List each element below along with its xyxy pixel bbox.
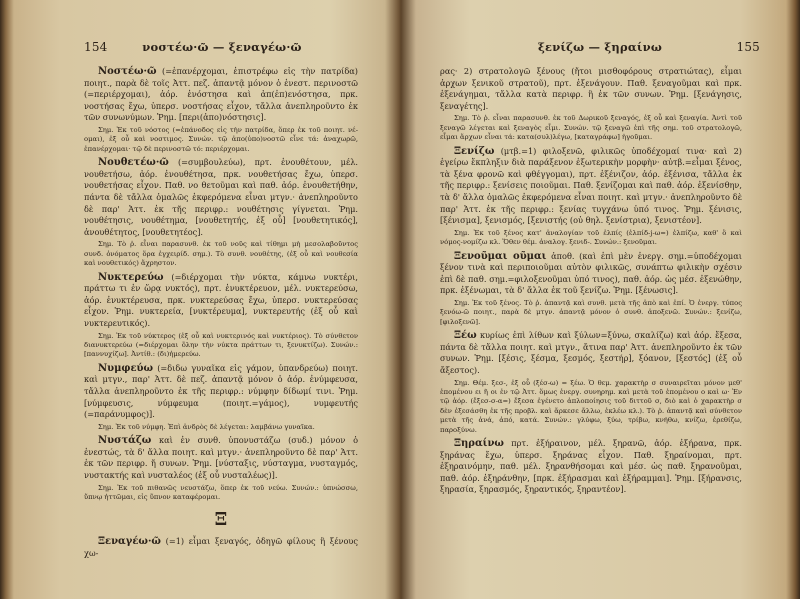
entry-text: ἀποθ. (καὶ ἐπὶ μὲν ἐνεργ. σημ.=ὑποδέχομαι ξένον τινὰ καὶ περιποιοῦμαι αὐτὸν φιλικῶς, συνάπτω φιλικὴν σχέσιν ἐπὶ δὲ παθ. σημ.=φιλοξενοῦμαι ὑπό τινος), παθ. ἀόρ. ὡς μέσ. ἐξενώθην, πρκ. ἐξένωμαι, τὰ δ' ἄλλα ἐκ τοῦ ξενίζω. Ῥημ. [ξένωσις]. <box>440 250 742 296</box>
entry-text: κυρίως ἐπὶ λίθων καὶ ξύλων=ξύνω, σκαλίζω) καὶ ἀόρ. ἔξεσα, πάντα δὲ τἄλλα ποιητ. καὶ μτγν., ἄτινα παρ' Ἀττ. ἀνεπληροῦντο ἐκ τῶν συνων. Ῥημ. [ξέσις, ξέσμα, ξεσμός, ξεστήρ], ξόανον, [ξεστός] (ἐξ οὗ ἄξεστος). <box>440 330 742 375</box>
entry-note <box>84 126 358 154</box>
entry-note <box>440 229 742 248</box>
headword: Ξέω <box>454 330 477 342</box>
entry-continuation <box>440 66 742 112</box>
dictionary-entry <box>84 363 358 421</box>
entry-text: Σημ. Θέμ. ξεσ-, ἐξ οὗ (ξέσ-ω) = ξέω. Ὁ θεμ. χαρακτὴρ σ συναιρεῖται μόνον μεθ' ἑπομένου ει ἢ οι ἐν τῷ Ἀττ. ὅμως ἐνεργ. συνηρημ. καὶ μετὰ τοῦ ἑπομένου ο καὶ ω· Ἐν τῷ ἀόρ. (ἔξεσ-σ-α=) ἔξεσα ἐγένετο ἀπλοποίησις τοῦ διττοῦ σ, διὸ καὶ ὁ χαρακτὴρ σ δὲν ἐξεσάσθη ἐκ τῆς προβλ. καὶ ἄρκεσε ἄλλω, ἐκλέω κλ.). Τὸ ῥ. ἀπαντᾷ καὶ σύνθετον μετὰ τῆς ἀνά, ἀπό, κατά. Συνών.: γλύφω, ξύω, τρίβω, κνήθω, κνίζω, ἐρεθίζω, παροξύνω. <box>440 378 742 434</box>
headword: Ξενίζω <box>454 145 495 157</box>
page-number: 155 <box>736 40 760 54</box>
page-body <box>440 66 742 581</box>
dictionary-entry <box>84 272 358 330</box>
dictionary-entry <box>440 438 742 496</box>
entry-note <box>440 379 742 435</box>
entry-note <box>440 299 742 327</box>
headword: Νοστέω·ῶ <box>98 66 157 77</box>
entry-note <box>84 484 358 503</box>
dictionary-entry <box>84 66 358 124</box>
page-header <box>84 40 360 56</box>
entry-text: πρτ. ἐξήραινον, μέλ. ξηρανῶ, ἀόρ. ἐξήρανα, πρκ. ξηράνας ἔχω, ὑπερσ. ξηράνας εἶχον. Παθ. ξηραίνομαι, πρτ. ἐξηραινόμην, παθ. μέλ. ξηρανθήσομαι καὶ μέσ. ὡς παθ. ξηρανοῦμαι, παθ. ἀόρ. ἐξηράνθην, [πρκ. ἐξήρασμαι καὶ ἐξήραμμαι]. Ῥημ. [ξήρανσις, ξηρασία, ξηρασμός, ξηραντικός, ξηραντέον]. <box>440 437 742 495</box>
dictionary-entry <box>84 435 358 481</box>
headword: Νυκτερεύω <box>98 271 164 283</box>
entry-text: Σημ. Ἐκ τοῦ ξένος. Τὸ ῥ. ἀπαντᾷ καὶ συνθ. μετὰ τῆς ἀπὸ καὶ ἐπί. Ὁ ἐνεργ. τύπος ξενόω-ῶ ποιητ., παρὰ δὲ μτγν. ἀπαντᾷ μόνον ὁ συνθ. ἀποξενῶ. Συνών.: ξενίζω, [φιλοξενῶ]. <box>440 298 742 326</box>
entry-text: Σημ. Ἐκ τοῦ νύκτερος (ἐξ οὗ καὶ νυκτερινός καὶ νυκτέριος). Τὸ σύνθετον διανυκτερεύω (=διέρχομαι ὅλην τὴν νύκτα πράττων τι, ξενυκτίζω). Συνών.: [παννυχίζω]. Ἀντίθ.: (δι)ἡμερεύω. <box>84 331 358 359</box>
page-number: 154 <box>84 40 108 54</box>
entry-text: Σημ. Τὸ ῥ. εἶναι παρασυνθ. ἐκ τοῦ νοῦς καὶ τίθημι μὴ μεσολαβοῦντος συνδ. ὀνόματος ὅρα ἐγχειρίδ. σημ.). Τὸ συνθ. νουθέτης, (ἐξ οὗ καὶ νουθεσία καὶ νουθετικός) ἄχρηστον. <box>84 240 358 268</box>
dictionary-entry <box>440 146 742 227</box>
dictionary-entry <box>440 330 742 376</box>
right-page <box>400 0 800 599</box>
entry-note <box>84 240 358 268</box>
entry-note <box>84 332 358 360</box>
entry-text: (μτβ.=1) φιλοξενῶ, φιλικῶς ὑποδέχομαί τινα· καὶ 2) ἐγείρω ἔκπληξιν διὰ παράξενον ἐξωτερικὴν μορφὴν· αὐτβ.=εἶμαι ξένος, τὰ ξένα φρονῶ καὶ φθέγγομαι), πρτ. ἐξένιζον, ἀόρ. ἐξένισα, τἄλλα ἐκ τῆς περιφρ.: ξενίσεις ποιοῦμαι. Παθ. ξενίζομαι καὶ παθ. ἀόρ. ἐξενίσθην, τὰ δ' ἄλλα ὁμαλῶς ἐκφερόμενα εἶναι ποιητ. καὶ μτγν.· ἀνεπληροῦντο δὲ παρ' Ἀττ. ἐκ τῆς περιφρ.: ξενίας τυγχάνω ὑπό τινος. Ῥημ. ξένισις, [ξένισμα], ξενισμός, [ξενιστής (οὐ θηλ. ξενίστρια), ξενιστέον]. <box>440 145 742 226</box>
headword: Νυμφεύω <box>98 362 153 374</box>
entry-text: καὶ ἐν συνθ. ὑπονυστάζω (συδ.) μόνον ὁ ἐνεστώς, τὰ δ' ἄλλα ποιητ. καὶ μτγν.· ἀνεπληροῦντο δὲ παρ' Ἀττ. ἐκ τῶν περιφρ. ἤ συνων. Ῥημ. [νύσταξις, νύσταγμα, νυσταγμός, νυστακτής καὶ νυσταλέος (ἐξ οὗ νυσταλέως)]. <box>84 435 358 480</box>
entry-text: Σημ. Τὸ ῥ. εἶναι παρασυνθ. ἐκ τοῦ Δωρικοῦ ξεναγός, ἐξ οὗ καὶ ξεναγία. Ἀντὶ τοῦ ξεναγῶ λέγεται καὶ ξεναγὸς εἶμι. Συνών. τῷ ξεναγῶ ἐπὶ τῆς σημ. τοῦ στρατολογῶ, εἶμαι ἄρχων εἶναι τά: κατα(συλ)λέγω, [καταγράφω] ἡγοῦμαι. <box>440 114 742 142</box>
headword: Ξενοῦμαι οῦμαι <box>454 250 547 262</box>
entry-text: (=διέρχομαι τὴν νύκτα, κάμνω νυκτέρι, πράττω τι ἐν ὥρᾳ νυκτός), πρτ. ἐνυκτέρευον, μέλ. νυκτερεύσω, ἀόρ. ἐνυκτέρευσα, πρκ. νυκτερεύσας ἔχω, ὑπερσ. νυκτερεύσας εἶχον. Ῥημ. νυκτερεία, [νυκτέρευμα], νυκτερευτής (ἐξ οὗ καὶ νυκτερευτικός). <box>84 271 358 328</box>
entry-text: Σημ. Ἐκ τοῦ νύμφη. Ἐπὶ ἀνδρὸς δὲ λέγεται: λαμβάνω γυναῖκα. <box>98 422 315 431</box>
entry-note <box>440 114 742 142</box>
headword: Ξηραίνω <box>454 437 504 449</box>
entry-text: Σημ. Ἐκ τοῦ νόστος (=ἐπάνοδος εἰς τὴν πατρίδα, ὅπερ ἐκ τοῦ ποιητ. νέ-ομαι), ἐξ οὗ καὶ νοστιμος. Συνών. τῷ ἀπο(ὑπο)νοστῶ εἶνε τά: ἀναχωρῶ, ἐπανέρχομαι· τῷ δὲ περινοστῶ τό: περιέρχομαι. <box>84 125 358 153</box>
headword: Ξεναγέω·ῶ <box>98 535 161 547</box>
dictionary-entry <box>440 251 742 297</box>
page-body <box>84 66 358 581</box>
page-header <box>440 40 760 56</box>
headword: Νουθετέω·ῶ <box>98 157 169 169</box>
entry-text: ρας· 2) στρατολογῶ ξένους (ἤτοι μισθοφόρους στρατιώτας), εἶμαι ἀρχων ξενικοῦ στρατοῦ), πρτ. ἐξενάγουν. Παθ. ξεναγοῦμαι καὶ πρκ. ἐξενάγημαι, τἄλλα κατὰ περιφρ. ἢ ἐκ τῶν συνων. Ῥημ. [ξενάγησις, ξεναγέτης]. <box>440 66 742 111</box>
running-head: νοστέω·ῶ — ξεναγέω·ῶ <box>142 40 302 54</box>
entry-text: (=ἐπανέρχομαι, ἐπιστρέφω εἰς τὴν πατρίδα) ποιητ., παρὰ δὲ τοῖς Ἀττ. πεζ. ἀπαντᾷ μόνον ὁ ἐνεστ. περινοστῶ (=περιέρχομαι), ἀόρ. ἐνόστησα καὶ ἀπ(ἐπ)ενόστησα, πρκ. νοστήσας ἔχω, ὑπερσ. νοστήσας εἶχον, τἄλλα ἀνεπληροῦντο ἐκ τῶν συνωνύμων. Ῥημ. [περι(ἀπο)νόστησις]. <box>84 66 358 123</box>
dictionary-entry <box>84 536 358 559</box>
dictionary-entry <box>84 157 358 238</box>
running-head: ξενίζω — ξηραίνω <box>538 40 662 54</box>
entry-text: (=διδω γυναῖκα εἰς γάμον, ὑπανδρεύω) ποιητ. καὶ μτγν., παρ' Ἀττ. δὲ πεζ. ἀπαντᾷ μόνον ὁ ἀόρ. ἐνύμφευσα, τἄλλα ἀνεπληροῦντο ἐκ τῆς περιφρ.: νύμφην δίδωμί τινι. Ῥημ. [νύμφευσις, νύμφευμα (ποιητ.=γάμος), νυμφευτής (=παράνυμφος)]. <box>84 362 358 420</box>
headword: Νυστάζω <box>98 435 152 447</box>
section-letter: Ξ <box>214 509 228 531</box>
entry-text: (=συμβουλεύω), πρτ. ἐνουθέτουν, μέλ. νουθετήσω, ἀόρ. ἐνουθέτησα, πρκ. νουθετήσας ἔχω, ὑπερσ. νουθετήσας εἶχον. Παθ. νο θετοῦμαι καὶ παθ. ἀόρ. ἐνουθετήθην, πάντα δὲ τἄλλα ὁμαλῶς ἐκφερόμενα εἶναι μτγν.· ἀνεπληροῦντο δὲ παρ' Ἀττ. ἐκ τῆς περιφρ.: νουθέτησις γίγνεται. Ῥημ. νουθέτησις, νουθέτημα, [νουθετητής, ἐξ οὗ] [νουθετητικός], ἀνουθέτητος, [νουθετητέος]. <box>84 157 358 237</box>
entry-text: (=1) εἶμαι ξεναγός, ὁδηγῶ φίλους ἢ ξένους χω- <box>84 535 358 558</box>
entry-note <box>84 423 358 432</box>
entry-text: Σημ. Ἐκ τοῦ ξένος κατ' ἀναλογίαν τοῦ ἐλπίς (ἐλπίδ-j-ω=) ἐλπίζω, καθ' ὃ καὶ νόμος-νομίζω κλ. Ὅθεν θέμ. ἀναλογ. ξενιδ-. Συνών.: ξενοῦμαι. <box>440 228 742 247</box>
entry-text: Σημ. Ἐκ τοῦ πιθανῶς νευστάζω, ὅπερ ἐκ τοῦ νεύω. Συνών.: ὑπνώσσω, ὕπνῳ ἡττῶμαι, εἰς ὕπνον καταφέρομαι. <box>84 483 358 501</box>
